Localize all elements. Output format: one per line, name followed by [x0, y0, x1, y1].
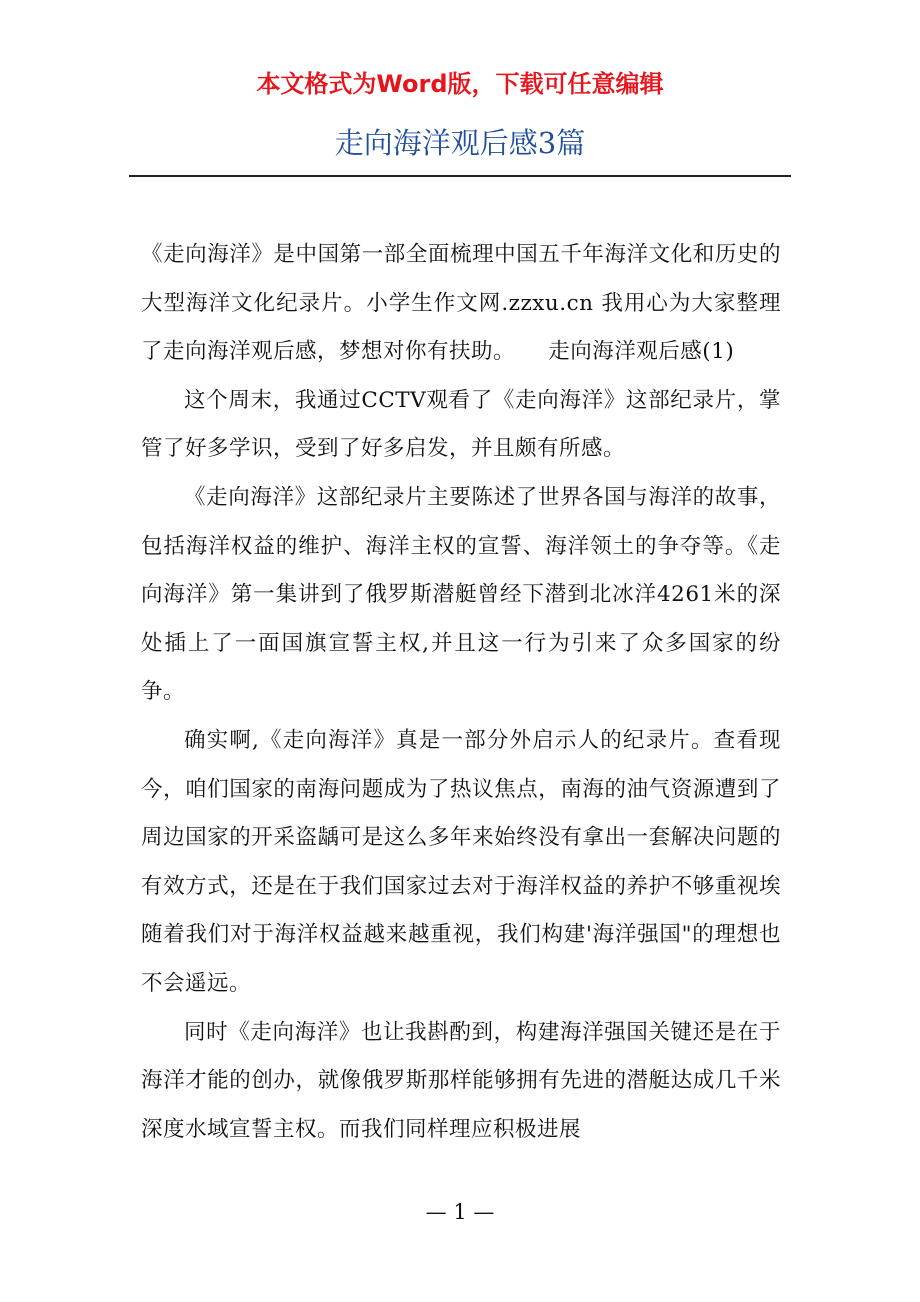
- page-number: — 1 —: [425, 1200, 495, 1224]
- format-notice: 本文格式为Word版，下载可任意编辑: [256, 70, 664, 98]
- document-title: 走向海洋观后感3篇: [334, 126, 586, 160]
- paragraph: 同时《走向海洋》也让我斟酌到，构建海洋强国关键还是在于海洋才能的创办，就像俄罗斯那样能够拥有先进的潜艇达成几千米深度水域宣誓主权。而我们同样理应积极进展: [141, 1019, 781, 1142]
- title-divider: [129, 175, 791, 177]
- paragraph: 这个周末，我通过CCTV观看了《走向海洋》这部纪录片，掌管了好多学识，受到了好多启发，并且颇有所感。: [141, 387, 781, 462]
- paragraph-intro: 《走向海洋》是中国第一部全面梳理中国五千年海洋文化和历史的大型海洋文化纪录片。小学生作文网.zzxu.cn 我用心为大家整理了走向海洋观后感，梦想对你有扶助。 走向海洋观后感(1): [141, 242, 781, 365]
- document-body: [141, 231, 781, 1154]
- paragraph: 《走向海洋》这部纪录片主要陈述了世界各国与海洋的故事，包括海洋权益的维护、海洋主权的宣誓、海洋领土的争夺等。《走向海洋》第一集讲到了俄罗斯潜艇曾经下潜到北冰洋4261米的深处插上了一面国旗宣誓主权,并且这一行为引来了众多国家的纷争。: [141, 484, 781, 705]
- paragraph: 确实啊,《走向海洋》真是一部分外启示人的纪录片。查看现今，咱们国家的南海问题成为了热议焦点，南海的油气资源遭到了周边国家的开采盗龋可是这么多年来始终没有拿出一套解决问题的有效方式，还是在于我们国家过去对于海洋权益的养护不够重视埃随着我们对于海洋权益越来越重视，我们构建'海洋强国"的理想也不会遥远。: [141, 727, 781, 996]
